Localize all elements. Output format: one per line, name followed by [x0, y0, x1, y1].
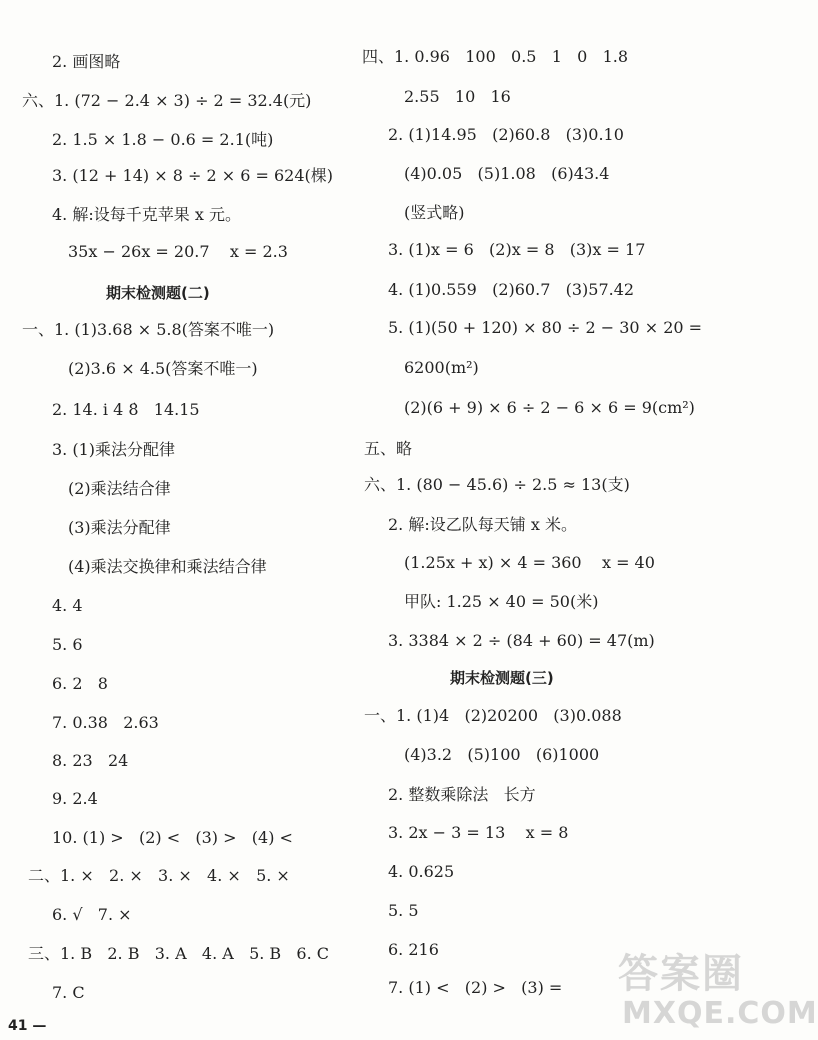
section-title: 期末检测题(三) — [450, 669, 554, 687]
answer-line: 六、1. (80 − 45.6) ÷ 2.5 ≈ 13(支) — [364, 475, 630, 494]
answer-line: 一、1. (1)3.68 × 5.8(答案不唯一) — [22, 320, 275, 339]
answer-line: 3. 2x − 3 = 13 x = 8 — [388, 823, 569, 842]
answer-line: 六、1. (72 − 2.4 × 3) ÷ 2 = 32.4(元) — [22, 91, 312, 110]
answer-line: 4. 0.625 — [388, 862, 455, 881]
answer-line: 3. 3384 × 2 ÷ (84 + 60) = 47(m) — [388, 631, 655, 650]
answer-line: 三、1. B 2. B 3. A 4. A 5. B 6. C — [28, 944, 330, 963]
answer-line: 五、略 — [364, 439, 413, 458]
answer-line: (4)0.05 (5)1.08 (6)43.4 — [404, 164, 610, 183]
answer-line: (竖式略) — [404, 203, 465, 222]
answer-line: (1.25x + x) × 4 = 360 x = 40 — [404, 553, 655, 572]
answer-line: 6200(m²) — [404, 358, 479, 377]
answer-line: 3. (12 + 14) × 8 ÷ 2 × 6 = 624(棵) — [52, 166, 334, 185]
answer-line: 6. 2 8 — [52, 674, 108, 693]
answer-line: 2. (1)14.95 (2)60.8 (3)0.10 — [388, 125, 624, 144]
answer-line: (4)3.2 (5)100 (6)1000 — [404, 745, 600, 764]
answer-line: 5. 5 — [388, 901, 419, 920]
answer-line: 7. C — [52, 983, 85, 1002]
watermark-text: 答案圈 — [618, 951, 744, 997]
answer-line: 6. √ 7. × — [52, 905, 132, 924]
answer-line: 2. 解:设乙队每天铺 x 米。 — [388, 515, 577, 534]
answer-line: 四、1. 0.96 100 0.5 1 0 1.8 — [362, 47, 629, 66]
answer-line: (4)乘法交换律和乘法结合律 — [68, 557, 267, 576]
answer-line: 9. 2.4 — [52, 789, 98, 808]
answer-line: 35x − 26x = 20.7 x = 2.3 — [68, 242, 288, 261]
answer-line: 10. (1) > (2) < (3) > (4) < — [52, 828, 293, 847]
section-title: 期末检测题(二) — [106, 284, 210, 302]
answer-line: 4. 解:设每千克苹果 x 元。 — [52, 205, 241, 224]
answer-line: 5. 6 — [52, 635, 83, 654]
answer-line: 6. 216 — [388, 940, 439, 959]
answer-line: 7. 0.38 2.63 — [52, 713, 159, 732]
watermark-logo — [612, 940, 818, 1036]
answer-line: 二、1. × 2. × 3. × 4. × 5. × — [28, 866, 290, 885]
page-number: 41 — — [8, 1018, 47, 1034]
answer-line: (2)乘法结合律 — [68, 479, 171, 498]
answer-line: 2. 画图略 — [52, 52, 121, 71]
answer-line: (2)3.6 × 4.5(答案不唯一) — [68, 359, 258, 378]
answer-line: 5. (1)(50 + 120) × 80 ÷ 2 − 30 × 20 = — [388, 318, 703, 337]
answer-line: 4. (1)0.559 (2)60.7 (3)57.42 — [388, 280, 635, 299]
answer-line: 4. 4 — [52, 596, 83, 615]
answer-line: (3)乘法分配律 — [68, 518, 171, 537]
answer-line: 2.55 10 16 — [404, 87, 511, 106]
answer-line: 2. 1.5 × 1.8 − 0.6 = 2.1(吨) — [52, 130, 274, 149]
answer-line: 7. (1) < (2) > (3) = — [388, 978, 563, 997]
answer-line: 2. 14. i 4 8̇ 14.15 — [52, 400, 200, 419]
answer-line: 8. 23 24 — [52, 751, 129, 770]
answer-line: 2. 整数乘除法 长方 — [388, 785, 536, 804]
answer-line: 3. (1)乘法分配律 — [52, 440, 176, 459]
answer-line: 3. (1)x = 6 (2)x = 8 (3)x = 17 — [388, 240, 646, 259]
answer-line: 甲队: 1.25 × 40 = 50(米) — [404, 592, 599, 611]
watermark-url: MXQE.COM — [622, 996, 818, 1031]
answer-line: (2)(6 + 9) × 6 ÷ 2 − 6 × 6 = 9(cm²) — [404, 398, 695, 417]
answer-line: 一、1. (1)4 (2)20200 (3)0.088 — [364, 706, 622, 725]
